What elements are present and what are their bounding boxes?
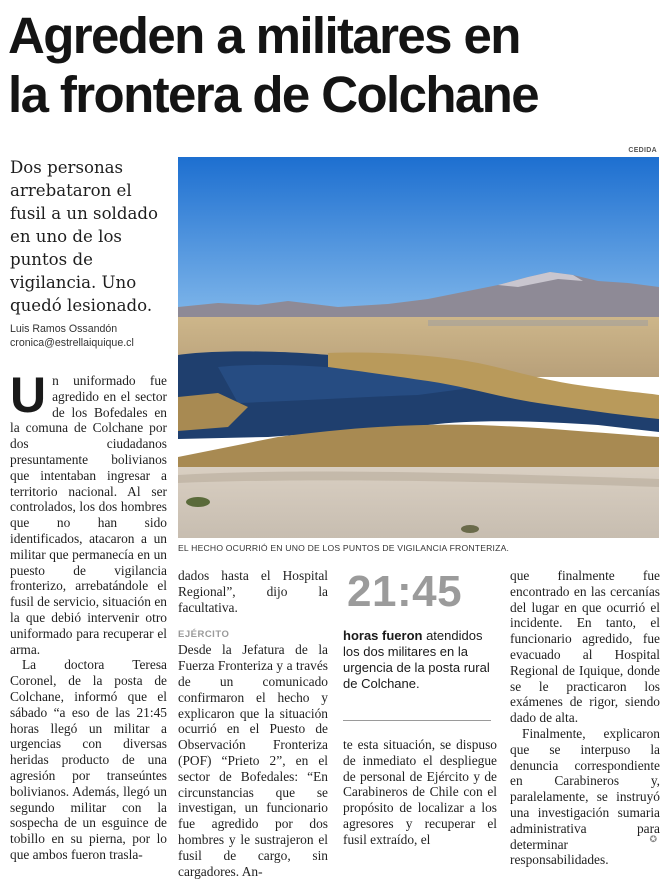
- headline-line-2: la frontera de Colchane: [8, 66, 539, 123]
- subhead: Dos personas arrebataron el fusil a un soldado en uno de los puntos de vigilancia. Uno quedó lesionado.: [10, 158, 158, 315]
- article-photo: [178, 157, 659, 538]
- paragraph-intro-text: n uniformado fue agredido en el sector de los Bofedales en la comuna de Colchane por dos ciudadanos presuntamente bolivianos que intentaban ingresar a territorio nacional. Al ser controlados, los dos hombres que no han sido identificados, atacaron a un militar que permanecía en un puesto de vigilancia fronterizo, arrebatándole el fusil de servicio, situación en la que debió intervenir otro uniformado para recuperar el arma.: [10, 373, 167, 657]
- headline: [8, 6, 658, 124]
- column-1: [10, 367, 167, 863]
- byline-author: Luis Ramos Ossandón: [10, 323, 118, 335]
- column-3: [343, 737, 497, 848]
- photo-caption: EL HECHO OCURRIÓ EN UNO DE LOS PUNTOS DE VIGILANCIA FRONTERIZA.: [178, 543, 510, 553]
- byline: [10, 322, 175, 350]
- highlight-text: [343, 628, 497, 692]
- paragraph-continued: dados hasta el Hospital Regional”, dijo la facultativa.: [178, 568, 328, 615]
- highlight-lead: horas fueron: [343, 628, 423, 643]
- column-4: [510, 568, 660, 868]
- paragraph-doctor: La doctora Teresa Coronel, de la posta de Colchane, informó que el sábado “a eso de las 21:45 horas llegó un militar a urgencias con diversas heridas producto de una agresión por transeúntes bolivianos. Además, llegó un segundo militar con la sospecha de un esguince de tobillo en su pierna, por lo que ambos fueron trasla-: [10, 657, 167, 862]
- column-2: [178, 568, 328, 879]
- paragraph-intro: [10, 367, 167, 657]
- paragraph-final: Finalmente, explicaron que se interpuso la denuncia correspondiente en Carabineros y, paralelamente, se instruyó una investigación sumaria administrativa para determinar responsabilidades.: [510, 725, 660, 868]
- paragraph-found: que finalmente fue encontrado en las cercanías del lugar en que ocurrió el incidente. En tanto, el funcionario agredido, fue evacuado al Hospital Regional de Iquique, donde se le practicaron los exámenes de rigor, siendo dado de alta.: [510, 568, 660, 726]
- drop-cap: U: [10, 367, 47, 423]
- section-label: EJÉRCITO: [178, 629, 230, 641]
- byline-email[interactable]: cronica@estrellaiquique.cl: [10, 337, 134, 349]
- highlight-divider: [343, 720, 491, 721]
- highlight-number: 21:45: [347, 567, 463, 616]
- landscape-illustration: [178, 157, 659, 538]
- highlight-box: [343, 566, 497, 692]
- paragraph-army: Desde la Jefatura de la Fuerza Fronteriza y a través de un comunicado confirmaron el hecho y explicaron que la situación ocurrió en el Puesto de Observación Fronteriza (POF) “Prieto 2”, en el sector de Bofedales: “En circunstancias que se investigan, un funcionario fue agredido por dos hombres y le sustrajeron el fusil de cargo, sin cargadores. An-: [178, 642, 328, 879]
- paragraph-deployment: te esta situación, se dispuso de inmediato el despliegue de personal de Ejército y de Carabineros de Chile con el propósito de localizar a los agresores y recuperar el fusil extraído, el: [343, 737, 497, 847]
- headline-line-1: Agreden a militares en: [8, 7, 520, 64]
- highlight-body: atendidos los dos militares en la urgencia de la posta rural de Colchane.: [343, 628, 490, 691]
- photo-credit: CEDIDA: [628, 147, 657, 154]
- end-of-article-icon: ✪: [649, 835, 657, 845]
